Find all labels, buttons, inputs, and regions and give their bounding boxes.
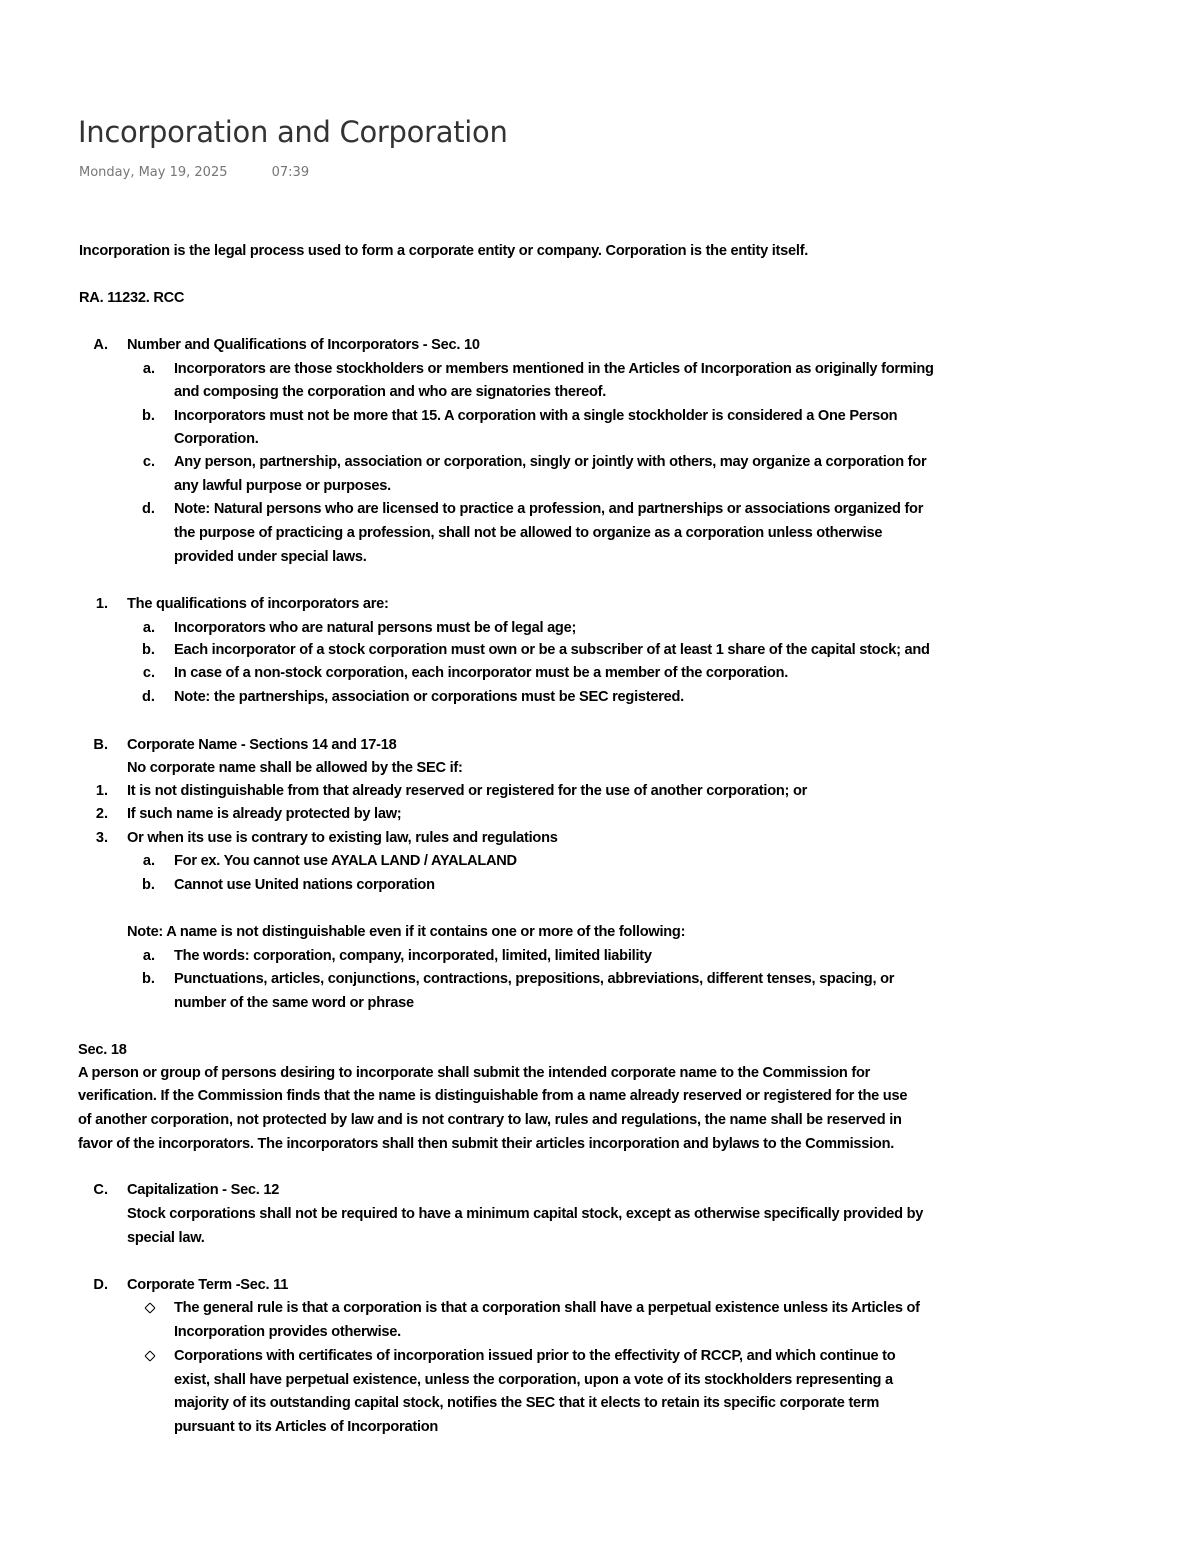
section-c-heading: Capitalization - Sec. 12 [127,1182,280,1198]
section-b-heading: Corporate Name - Sections 14 and 17-18 [127,737,397,753]
list-marker: a. [142,361,155,377]
paragraph-line: Stock corporations shall not be required to have a minimum capital stock, except as otherwise specifically provided by [127,1206,924,1222]
created-date: Monday, May 19, 2025 [79,165,228,180]
intro-paragraph: Incorporation is the legal process used to form a corporate entity or company. Corporation is the entity itself. [79,243,809,259]
list-marker: c. [142,665,155,681]
list-item-line: Incorporators are those stockholders or members mentioned in the Articles of Incorporation as originally forming [174,361,934,377]
list-marker: b. [142,408,155,424]
page-metadata [79,165,309,180]
list-marker: b. [142,971,155,987]
page-title: Incorporation and Corporation [78,115,508,149]
list-marker: 2. [95,806,108,822]
list-item-line: number of the same word or phrase [174,995,414,1011]
list-marker: d. [142,501,155,517]
list-item-line: The words: corporation, company, incorporated, limited, limited liability [174,948,652,964]
qualifications-marker: 1. [95,596,108,612]
list-marker: d. [142,689,155,705]
list-item-line: Incorporators must not be more that 15. A corporation with a single stockholder is considered a One Person [174,408,898,424]
qualifications-heading: The qualifications of incorporators are: [127,596,389,612]
section-d-heading: Corporate Term -Sec. 11 [127,1277,289,1293]
list-item-line: provided under special laws. [174,549,367,565]
paragraph-line: special law. [127,1230,205,1246]
list-item: If such name is already protected by law; [127,806,402,822]
name-note-heading: Note: A name is not distinguishable even if it contains one or more of the following: [127,924,686,940]
section-b-subheading: No corporate name shall be allowed by the SEC if: [127,760,463,776]
list-item: Or when its use is contrary to existing law, rules and regulations [127,830,558,846]
list-item: It is not distinguishable from that already reserved or registered for the use of another corporation; or [127,783,808,799]
list-item-line: Note: Natural persons who are licensed to practice a profession, and partnerships or associations organized for [174,501,924,517]
list-item-line: and composing the corporation and who are signatories thereof. [174,384,607,400]
list-item-line: Corporations with certificates of incorporation issued prior to the effectivity of RCCP, and which continue to [174,1348,896,1364]
paragraph-line: favor of the incorporators. The incorporators shall then submit their articles incorporation and bylaws to the Commission. [78,1136,895,1152]
list-item-line: the purpose of practicing a profession, shall not be allowed to organize as a corporation unless otherwise [174,525,883,541]
list-marker: 3. [95,830,108,846]
list-item-line: exist, shall have perpetual existence, unless the corporation, upon a vote of its stockholders representing a [174,1372,893,1388]
list-item: Cannot use United nations corporation [174,877,435,893]
list-item: Note: the partnerships, association or corporations must be SEC registered. [174,689,684,705]
list-item-line: majority of its outstanding capital stock, notifies the SEC that it elects to retain its specific corporate term [174,1395,880,1411]
bullet-diamond-icon [144,1302,155,1313]
list-item-line: Any person, partnership, association or corporation, singly or jointly with others, may organize a corporation for [174,454,927,470]
list-marker: 1. [95,783,108,799]
section-a-heading: Number and Qualifications of Incorporators - Sec. 10 [127,337,480,353]
section-a-marker: A. [93,337,108,353]
list-marker: b. [142,877,155,893]
paragraph-line: of another corporation, not protected by law and is not contrary to law, rules and regulations, the name shall be reserved in [78,1112,902,1128]
list-marker: a. [142,948,155,964]
bullet-diamond-icon [144,1350,155,1361]
paragraph-line: verification. If the Commission finds that the name is distinguishable from a name already reserved or registered for the use [78,1088,908,1104]
list-marker: c. [142,454,155,470]
list-item-line: Corporation. [174,431,259,447]
list-item-line: any lawful purpose or purposes. [174,478,391,494]
list-item: In case of a non-stock corporation, each incorporator must be a member of the corporation. [174,665,789,681]
list-item-line: Incorporation provides otherwise. [174,1324,401,1340]
created-time: 07:39 [271,165,310,180]
section-c-marker: C. [93,1182,108,1198]
list-marker: a. [142,853,155,869]
list-item-line: Punctuations, articles, conjunctions, contractions, prepositions, abbreviations, different tenses, spacing, or [174,971,895,987]
law-reference: RA. 11232. RCC [79,290,185,306]
section-b-marker: B. [93,737,108,753]
list-item: Each incorporator of a stock corporation must own or be a subscriber of at least 1 share of the capital stock; and [174,642,930,658]
section-d-marker: D. [93,1277,108,1293]
list-item-line: pursuant to its Articles of Incorporation [174,1419,439,1435]
list-marker: a. [142,620,155,636]
list-item: For ex. You cannot use AYALA LAND / AYALALAND [174,853,517,869]
list-item-line: The general rule is that a corporation is that a corporation shall have a perpetual existence unless its Articles of [174,1300,920,1316]
sec18-heading: Sec. 18 [78,1042,127,1058]
list-item: Incorporators who are natural persons must be of legal age; [174,620,577,636]
paragraph-line: A person or group of persons desiring to incorporate shall submit the intended corporate name to the Commission for [78,1065,871,1081]
list-marker: b. [142,642,155,658]
